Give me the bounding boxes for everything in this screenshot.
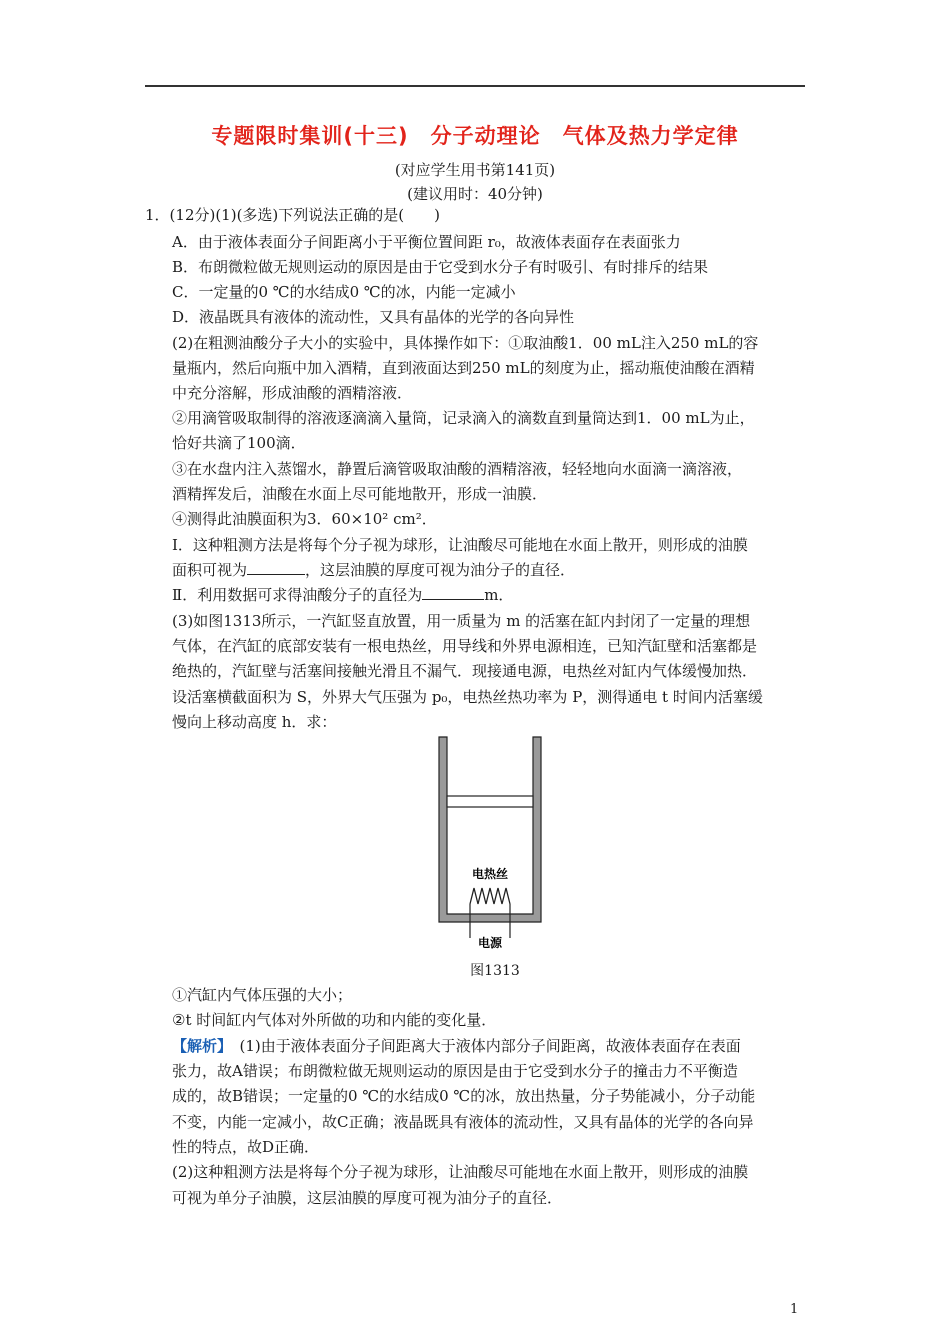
analysis-line: 性的特点，故D正确． xyxy=(172,1138,320,1156)
cylinder-diagram xyxy=(430,732,550,954)
part3-line: 绝热的，汽缸壁与活塞间接触光滑且不漏气．现接通电源，电热丝对缸内气体缓慢加热． xyxy=(172,662,758,680)
blank1-prefix: 面积可视为 xyxy=(172,561,248,579)
page-title: 专题限时集训(十三) 分子动理论 气体及热力学定律 xyxy=(211,124,739,148)
part3-line: (3)如图1313所示，一汽缸竖直放置，用一质量为 m 的活塞在缸内封闭了一定量的理想 xyxy=(172,612,751,630)
part2-line: ②用滴管吸取制得的溶液逐滴滴入量筒，记录滴入的滴数直到量筒达到1．00 mL为止， xyxy=(172,409,755,427)
analysis-text: (1)由于液体表面分子间距离大于液体内部分子间距离，故液体表面存在表面 xyxy=(224,1037,741,1055)
power-source-label: 电源 xyxy=(477,936,503,950)
figure-caption: 图1313 xyxy=(470,963,520,979)
analysis-line: 张力，故A错误；布朗微粒做无规则运动的原因是由于它受到水分子的撞击力不平衡造 xyxy=(172,1062,738,1080)
option-a: A．由于液体表面分子间距离小于平衡位置间距 r₀，故液体表面存在表面张力 xyxy=(172,233,681,251)
blank2-suffix: m． xyxy=(484,586,514,604)
page-number: 1 xyxy=(790,1302,799,1317)
part2-line: ④测得此油膜面积为3．60×10² cm²． xyxy=(172,510,437,528)
answer-blank[interactable] xyxy=(422,585,484,600)
ask-1: ①汽缸内气体压强的大小； xyxy=(172,986,353,1004)
part2-line: 中充分溶解，形成油酸的酒精溶液． xyxy=(172,384,413,402)
piston xyxy=(447,796,533,807)
header-rule xyxy=(145,85,805,87)
part2-line: 恰好共滴了100滴． xyxy=(172,434,306,452)
analysis-tag: 【解析】 xyxy=(172,1037,225,1055)
part2-line: (2)在粗测油酸分子大小的实验中，具体操作如下：①取油酸1．00 mL注入250 mL的容 xyxy=(172,334,759,352)
part2-line: 酒精挥发后，油酸在水面上尽可能地散开，形成一油膜． xyxy=(172,485,548,503)
question-stem: 1．(12分)(1)(多选)下列说法正确的是( ) xyxy=(145,206,440,224)
blank1-suffix: ，这层油膜的厚度可视为油分子的直径． xyxy=(305,561,576,579)
analysis-line: 成的，故B错误；一定量的0 ℃的水结成0 ℃的冰，放出热量，分子势能减小，分子动能 xyxy=(172,1087,756,1105)
analysis-line: 不变，内能一定减小，故C正确；液晶既具有液体的流动性，又具有晶体的光学的各向异 xyxy=(172,1113,754,1131)
analysis-first-line xyxy=(172,1036,741,1056)
cylinder-wall xyxy=(439,737,541,922)
part3-line: 慢向上移动高度 h．求： xyxy=(172,713,337,731)
analysis-line: 可视为单分子油膜，这层油膜的厚度可视为油分子的直径． xyxy=(172,1189,563,1207)
part2-line: ③在水盘内注入蒸馏水，静置后滴管吸取油酸的酒精溶液，轻轻地向水面滴一滴溶液， xyxy=(172,460,743,478)
blank2-prefix: Ⅱ．利用数据可求得油酸分子的直径为 xyxy=(172,586,423,604)
part2-line: Ⅰ．这种粗测方法是将每个分子视为球形，让油酸尽可能地在水面上散开，则形成的油膜 xyxy=(172,536,748,554)
heater-label: 电热丝 xyxy=(471,867,509,881)
answer-blank[interactable] xyxy=(247,560,305,575)
option-b: B．布朗微粒做无规则运动的原因是由于它受到水分子有时吸引、有时排斥的结果 xyxy=(172,258,709,276)
analysis-line: (2)这种粗测方法是将每个分子视为球形，让油酸尽可能地在水面上散开，则形成的油膜 xyxy=(172,1163,749,1181)
option-d: D．液晶既具有液体的流动性，又具有晶体的光学的各向异性 xyxy=(172,308,575,326)
suggested-time: (建议用时：40分钟) xyxy=(407,185,543,203)
option-c: C．一定量的0 ℃的水结成0 ℃的冰，内能一定减小 xyxy=(172,283,516,301)
fill-blank-1 xyxy=(172,560,575,580)
part3-line: 气体，在汽缸的底部安装有一根电热丝，用导线和外界电源相连，已知汽缸壁和活塞都是 xyxy=(172,637,758,655)
part2-line: 量瓶内，然后向瓶中加入酒精，直到液面达到250 mL的刻度为止，摇动瓶使油酸在酒精 xyxy=(172,359,755,377)
textbook-reference: (对应学生用书第141页) xyxy=(394,161,556,179)
fill-blank-2 xyxy=(172,585,513,605)
heater-coil-icon xyxy=(470,888,510,904)
part3-line: 设活塞横截面积为 S，外界大气压强为 p₀，电热丝热功率为 P，测得通电 t 时间内活塞缓 xyxy=(172,688,763,706)
ask-2: ②t 时间缸内气体对外所做的功和内能的变化量． xyxy=(172,1011,497,1029)
